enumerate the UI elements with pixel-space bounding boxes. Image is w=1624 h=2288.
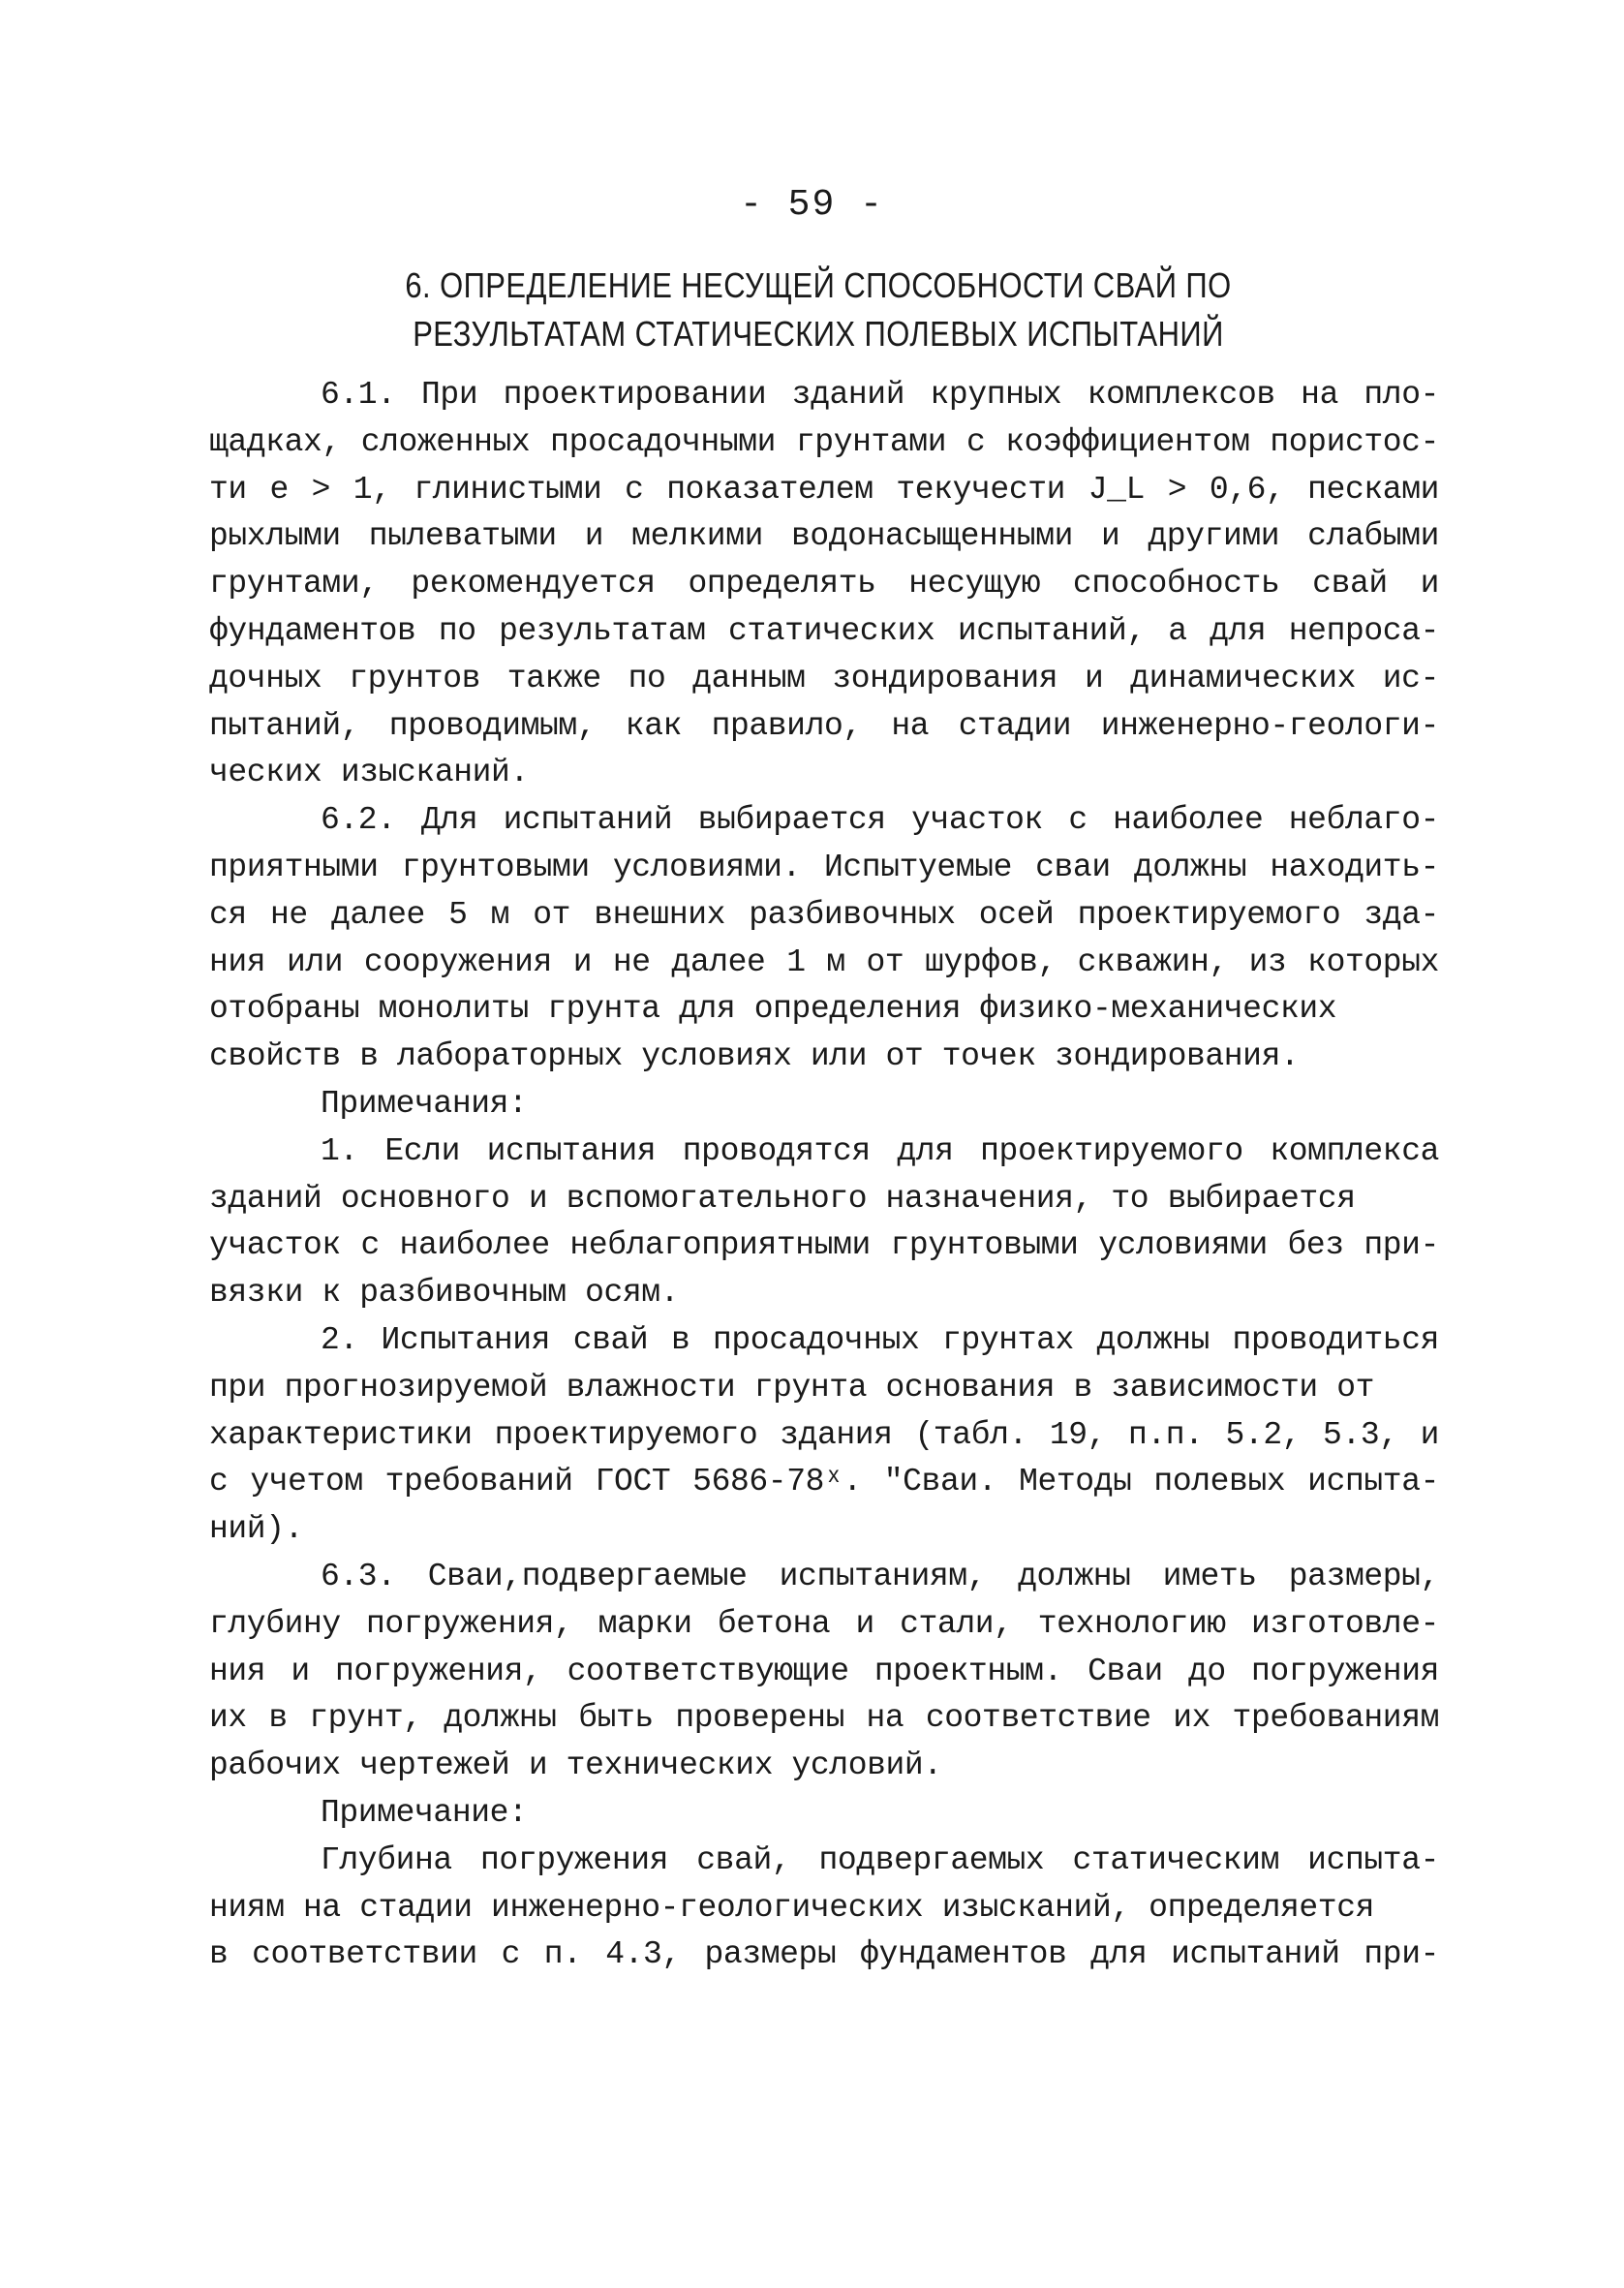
text-line: дочных грунтов также по данным зондирования и динамических ис- (209, 660, 1439, 696)
text-line: их в грунт, должны быть проверены на соответствие их требованиям (209, 1700, 1439, 1737)
text-line: отобраны монолиты грунта для определения физико-механических (209, 991, 1337, 1028)
text-line: грунтами, рекомендуется определять несущую способность свай и (209, 566, 1439, 603)
text-line: в соответствии с п. 4.3, размеры фундаментов для испытаний при- (209, 1936, 1439, 1973)
text-line: ний). (209, 1511, 304, 1548)
text-line: ния и погружения, соответствующие проектным. Сваи до погружения (209, 1653, 1439, 1689)
text-line: Глубина погружения свай, подвергаемых статическим испыта- (321, 1841, 1439, 1878)
text-line: характеристики проектируемого здания (табл. 19, п.п. 5.2, 5.3, и (209, 1416, 1439, 1453)
text-line: вязки к разбивочным осям. (209, 1275, 680, 1312)
section-title-line-1: 6. ОПРЕДЕЛЕНИЕ НЕСУЩЕЙ СПОСОБНОСТИ СВАЙ ПО (405, 265, 1232, 305)
text-line: пытаний, проводимым, как правило, на стадии инженерно-геологи- (209, 707, 1439, 744)
body-text (209, 372, 1439, 1979)
text-line: 6.3. Сваи,подвергаемые испытаниям, должны иметь размеры, (321, 1558, 1439, 1594)
text-line: ся не далее 5 м от внешних разбивочных осей проектируемого зда- (209, 896, 1439, 933)
text-line: рабочих чертежей и технических условий. (209, 1747, 942, 1784)
note-heading: Примечание: (321, 1794, 528, 1831)
section-title (281, 262, 1355, 358)
text-line: с учетом требований ГОСТ 5686-78ˣ. "Сваи. Методы полевых испыта- (209, 1464, 1439, 1500)
page-number: - 59 - (740, 184, 884, 226)
text-line: 6.2. Для испытаний выбирается участок с наиболее неблаго- (321, 802, 1439, 839)
text-line: свойств в лабораторных условиях или от точек зондирования. (209, 1038, 1300, 1075)
section-title-line-2: РЕЗУЛЬТАТАМ СТАТИЧЕСКИХ ПОЛЕВЫХ ИСПЫТАНИЙ (413, 314, 1224, 354)
text-line: щадках, сложенных просадочными грунтами с коэффициентом пористос- (209, 423, 1439, 460)
notes-heading: Примечания: (321, 1085, 528, 1122)
text-line: 2. Испытания свай в просадочных грунтах должны проводиться (321, 1321, 1439, 1358)
text-line: ческих изысканий. (209, 755, 529, 791)
text-line: 1. Если испытания проводятся для проектируемого комплекса (321, 1132, 1439, 1169)
text-line: глубину погружения, марки бетона и стали, технологию изготовле- (209, 1605, 1439, 1642)
text-line: при прогнозируемой влажности грунта основания в зависимости от (209, 1369, 1375, 1406)
text-line: ния или сооружения и не далее 1 м от шурфов, скважин, из которых (209, 943, 1439, 980)
text-line: ти e > 1, глинистыми с показателем текучести J_L > 0,6, песками (209, 471, 1439, 508)
text-line: зданий основного и вспомогательного назначения, то выбирается (209, 1180, 1356, 1217)
text-line: участок с наиболее неблагоприятными грунтовыми условиями без при- (209, 1227, 1439, 1264)
text-line: рыхлыми пылеватыми и мелкими водонасыщенными и другими слабыми (209, 518, 1439, 555)
text-line: ниям на стадии инженерно-геологических изысканий, определяется (209, 1889, 1375, 1926)
text-line: 6.1. При проектировании зданий крупных комплексов на пло- (321, 377, 1439, 413)
text-line: приятными грунтовыми условиями. Испытуемые сваи должны находить- (209, 849, 1439, 885)
text-line: фундаментов по результатам статических испытаний, а для непроса- (209, 612, 1439, 649)
